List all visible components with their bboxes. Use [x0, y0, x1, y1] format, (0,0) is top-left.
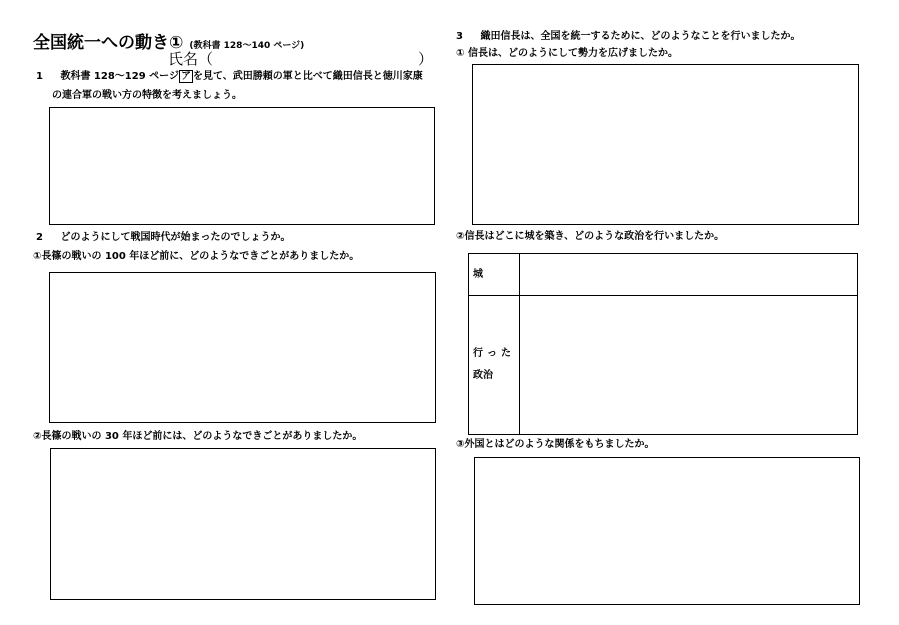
castle-answer-cell[interactable] — [520, 254, 858, 296]
politics-answer-cell[interactable] — [520, 296, 858, 435]
castle-politics-table — [468, 253, 858, 435]
question-2-text: どのようにして戦国時代が始まったのでしょうか。 — [60, 232, 291, 243]
question-2 — [36, 231, 290, 245]
question-3-number: 3 — [456, 31, 463, 42]
question-2-sub2: ②長篠の戦いの 30 年ほど前には、どのようなできごとがありましたか。 — [33, 431, 363, 442]
question-1-number: 1 — [36, 71, 43, 82]
answer-box-2-2[interactable] — [50, 448, 436, 600]
question-3-sub1: ① 信長は、どのようにして勢力を広げましたか。 — [456, 48, 678, 59]
question-1-line1-post: を見て、武田勝頼の軍と比べて織田信長と徳川家康 — [192, 71, 423, 82]
title-text: 全国統一への動き① — [33, 33, 184, 53]
question-2-sub1: ①長篠の戦いの 100 年ほど前に、どのようなできごとがありましたか。 — [33, 251, 360, 262]
name-field[interactable] — [168, 48, 433, 69]
castle-label: 城 — [469, 254, 520, 296]
question-3 — [456, 30, 800, 44]
name-close: ） — [417, 50, 433, 68]
question-1-line2: の連合軍の戦い方の特徴を考えましょう。 — [52, 90, 242, 101]
figure-marker: ア — [180, 71, 191, 82]
textbook-pages: (教科書 128～140 ページ) — [189, 41, 305, 51]
answer-box-2-1[interactable] — [49, 272, 436, 423]
answer-box-3-3[interactable] — [474, 457, 860, 605]
question-3-sub3: ③外国とはどのような関係をもちましたか。 — [456, 439, 655, 450]
answer-box-3-1[interactable] — [472, 64, 859, 225]
question-3-sub2: ②信長はどこに城を築き、どのような政治を行いましたか。 — [456, 231, 725, 242]
answer-box-1[interactable] — [49, 107, 435, 225]
question-2-number: 2 — [36, 232, 43, 243]
question-1 — [36, 70, 423, 84]
name-label: 氏名（ — [168, 50, 214, 68]
politics-label: 行った 政治 — [469, 296, 520, 435]
question-1-line1-pre: 教科書 128～129 ページ — [60, 71, 179, 82]
question-3-text: 織田信長は、全国を統一するために、どのようなことを行いましたか。 — [480, 31, 801, 42]
